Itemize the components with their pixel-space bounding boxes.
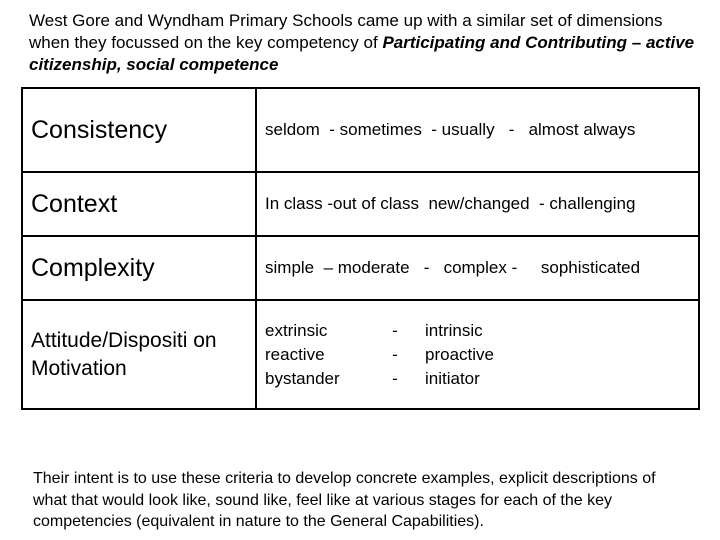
scale-text: simple – moderate - complex - sophisticated — [265, 258, 641, 277]
dimension-scale — [256, 236, 699, 300]
pair-separator: - — [392, 320, 398, 340]
pair-separator: - — [392, 368, 398, 388]
table-row — [22, 300, 699, 409]
dimensions-table — [21, 87, 700, 410]
dimension-label: Attitude/Dispositi on Motivation — [22, 300, 256, 409]
pair-right: intrinsic — [425, 320, 483, 340]
dimension-scale — [256, 88, 699, 172]
heading — [29, 10, 699, 76]
dimension-label: Consistency — [22, 88, 256, 172]
pair-left: reactive — [265, 344, 325, 364]
table-row — [22, 236, 699, 300]
dimension-scale — [256, 172, 699, 236]
pair-left: bystander — [265, 368, 340, 388]
pair-grid — [265, 319, 698, 391]
scale-text: seldom - sometimes - usually - almost always — [265, 120, 636, 139]
heading-text: West Gore and Wyndham Primary Schools came up with a similar set of dimensions when they focussed on the key competency of — [29, 11, 663, 52]
table-row — [22, 172, 699, 236]
pair-separator: - — [392, 344, 398, 364]
pair-right: proactive — [425, 344, 494, 364]
footer-text: Their intent is to use these criteria to develop concrete examples, explicit descriptions of what that would look like, sound like, feel like at various stages for each of the key competencies (equivalent in nature to the General Capabilities). — [33, 470, 656, 530]
table-row — [22, 88, 699, 172]
dimension-label: Complexity — [22, 236, 256, 300]
pair-right: initiator — [425, 368, 480, 388]
pair-left: extrinsic — [265, 320, 328, 340]
scale-text: In class -out of class new/changed - challenging — [265, 194, 636, 213]
heading-emphasis: Participating and Contributing – active citizenship, social competence — [29, 33, 695, 74]
dimension-scale — [256, 300, 699, 409]
dimension-label: Context — [22, 172, 256, 236]
